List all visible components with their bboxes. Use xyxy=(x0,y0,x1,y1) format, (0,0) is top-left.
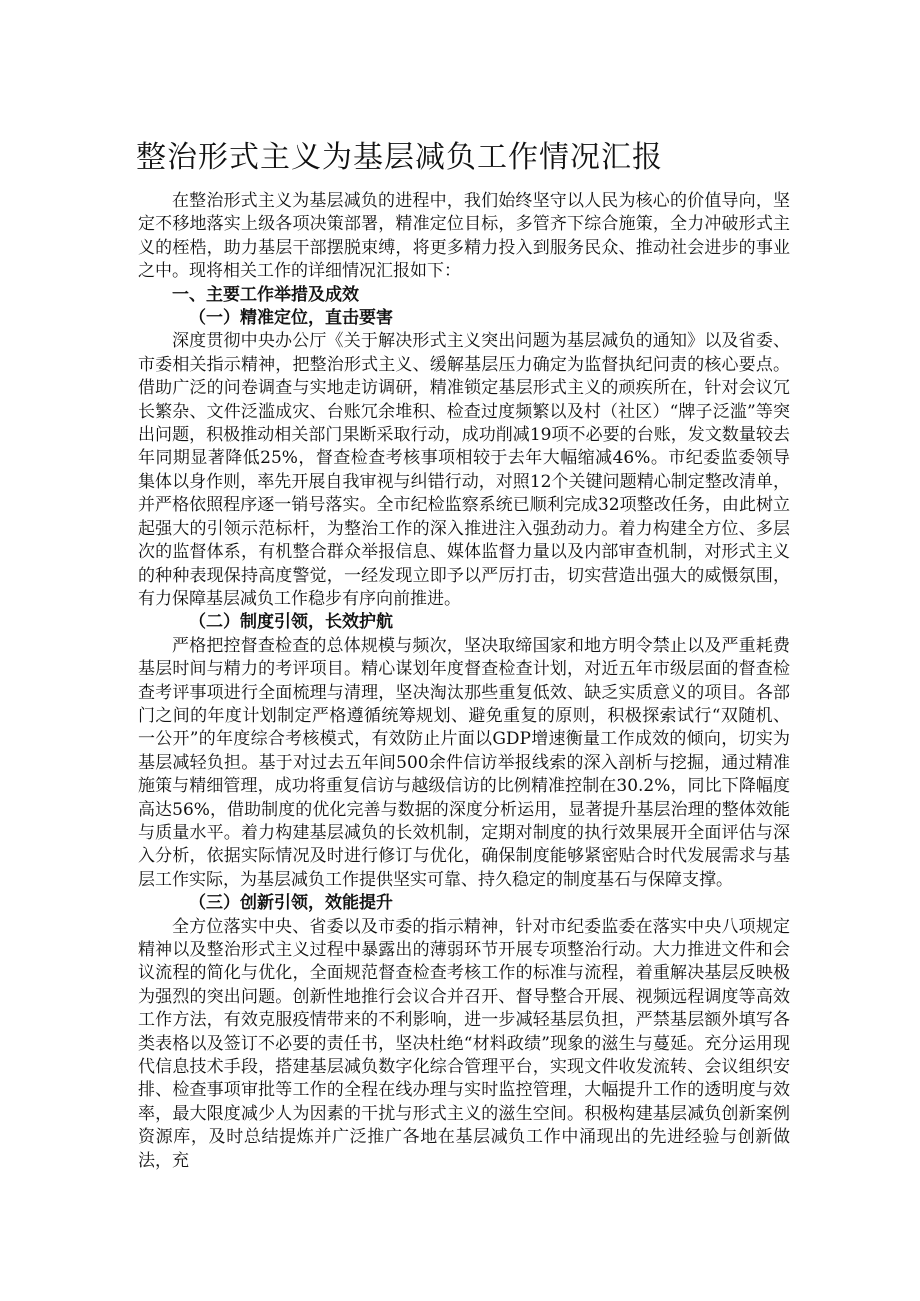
subsection-paragraph-innovation: 全方位落实中央、省委以及市委的指示精神，针对市纪委监委在落实中央八项规定精神以及整治形式主义过程中暴露出的薄弱环节开展专项整治行动。大力推进文件和会议流程的简化与优化，全面规范督查检查考核工作的标准与流程，着重解决基层反映极为强烈的突出问题。创新性地推行会议合并召开、督导整合开展、视频远程调度等高效工作方法，有效克服疫情带来的不利影响，进一步减轻基层负担，严禁基层额外填写各类表格以及签订不必要的责任书，坚决杜绝“材料政绩”现象的滋生与蔓延。充分运用现代信息技术手段，搭建基层减负数字化综合管理平台，实现文件收发流转、会议组织安排、检查事项审批等工作的全程在线办理与实时监控管理，大幅提升工作的透明度与效率，最大限度减少人为因素的干扰与形式主义的滋生空间。积极构建基层减负创新案例资源库，及时总结提炼并广泛推广各地在基层减负工作中涌现出的先进经验与创新做法，充 xyxy=(138,916,790,1171)
subsection-heading-institutional-guidance: （二）制度引领，长效护航 xyxy=(189,612,393,633)
subsection-heading-precise-positioning: （一）精准定位，直击要害 xyxy=(189,308,393,329)
subsection-paragraph-institutional-guidance: 严格把控督查检查的总体规模与频次，坚决取缔国家和地方明令禁止以及严重耗费基层时间与精力的考评项目。精心谋划年度督查检查计划，对近五年市级层面的督查检查考评事项进行全面梳理与清理，坚决淘汰那些重复低效、缺乏实质意义的项目。各部门之间的年度计划制定严格遵循统筹规划、避免重复的原则，积极探索试行“双随机、一公开”的年度综合考核模式，有效防止片面以GDP增速衡量工作成效的倾向，切实为基层减轻负担。基于对过去五年间500余件信访举报线索的深入剖析与挖掘，通过精准施策与精细管理，成功将重复信访与越级信访的比例精准控制在30.2%，同比下降幅度高达56%，借助制度的优化完善与数据的深度分析运用，显著提升基层治理的整体效能与质量水平。着力构建基层减负的长效机制，定期对制度的执行效果展开全面评估与深入分析，依据实际情况及时进行修订与优化，确保制度能够紧密贴合时代发展需求与基层工作实际，为基层减负工作提供坚实可靠、持久稳定的制度基石与保障支撑。 xyxy=(138,635,790,890)
document-title: 整治形式主义为基层减负工作情况汇报 xyxy=(136,140,663,175)
section-heading-main-measures: 一、主要工作举措及成效 xyxy=(172,284,359,305)
subsection-heading-innovation: （三）创新引领，效能提升 xyxy=(189,893,393,914)
intro-paragraph: 在整治形式主义为基层减负的进程中，我们始终坚守以人民为核心的价值导向，坚定不移地落实上级各项决策部署，精准定位目标，多管齐下综合施策，全力冲破形式主义的桎梏，助力基层干部摆脱束缚，将更多精力投入到服务民众、推动社会进步的事业之中。现将相关工作的详细情况汇报如下： xyxy=(138,191,790,282)
subsection-paragraph-precise-positioning: 深度贯彻中央办公厅《关于解决形式主义突出问题为基层减负的通知》以及省委、市委相关指示精神，把整治形式主义、缓解基层压力确定为监督执纪问责的核心要点。借助广泛的问卷调查与实地走访调研，精准锁定基层形式主义的顽疾所在，针对会议冗长繁杂、文件泛滥成灾、台账冗余堆积、检查过度频繁以及村（社区）“牌子泛滥”等突出问题，积极推动相关部门果断采取行动，成功削减19项不必要的台账，发文数量较去年同期显著降低25%，督查检查考核事项相较于去年大幅缩减46%。市纪委监委领导集体以身作则，率先开展自我审视与纠错行动，对照12个关键问题精心制定整改清单，并严格依照程序逐一销号落实。全市纪检监察系统已顺利完成32项整改任务，由此树立起强大的引领示范标杆，为整治工作的深入推进注入强劲动力。着力构建全方位、多层次的监督体系，有机整合群众举报信息、媒体监督力量以及内部审查机制，对形式主义的种种表现保持高度警觉，一经发现立即予以严厉打击，切实营造出强大的威慑氛围，有力保障基层减负工作稳步有序向前推进。 xyxy=(138,331,790,609)
document-body xyxy=(138,190,790,1173)
